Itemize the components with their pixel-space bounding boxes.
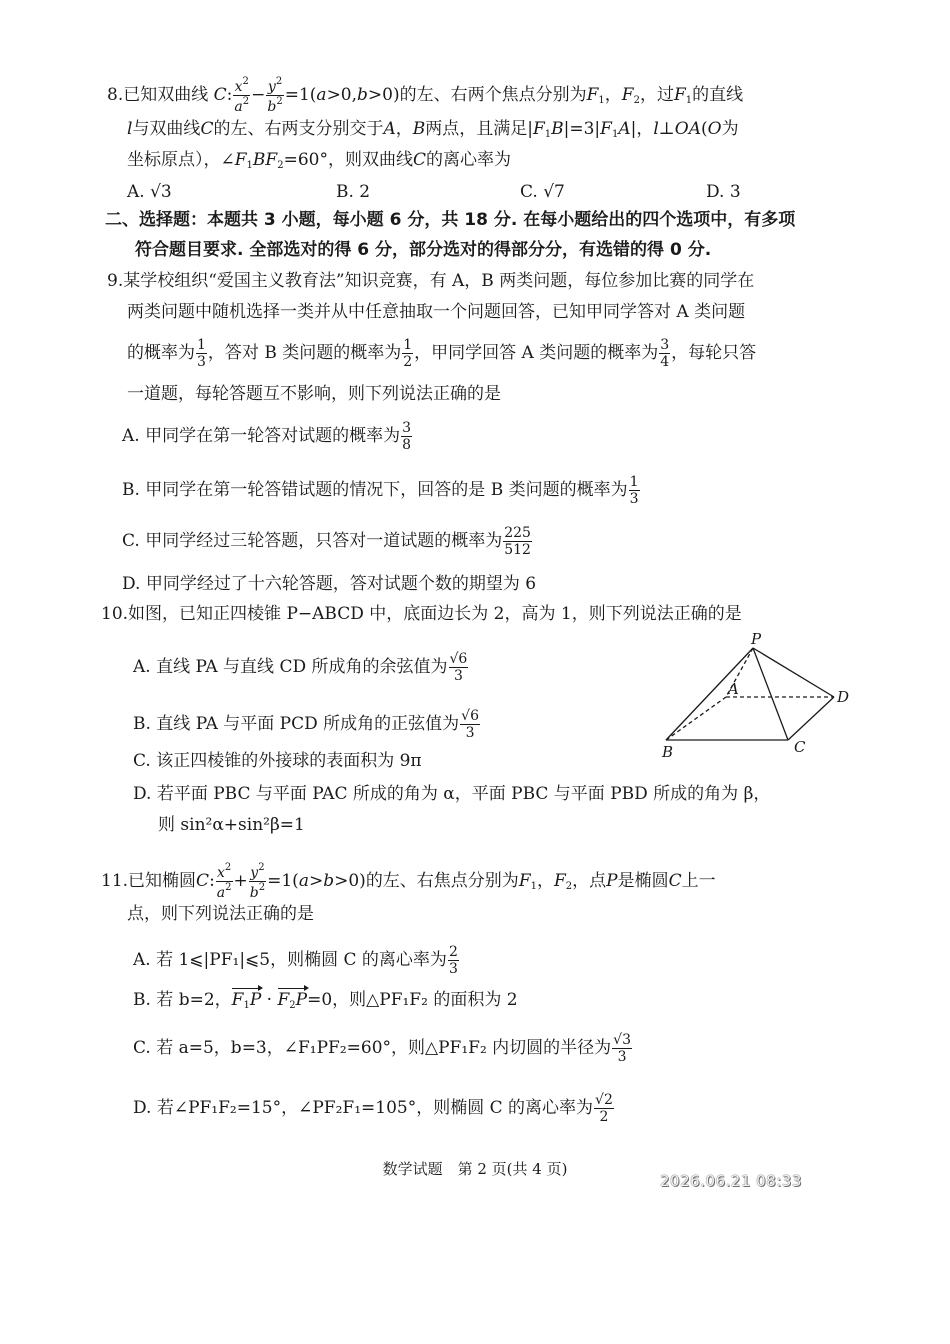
q10-stem: 10.如图，已知正四棱锥 P−ABCD 中，底面边长为 2，高为 1，则下列说法正确的是	[101, 604, 742, 624]
q8-option-d: D. 3	[706, 182, 741, 202]
q10-option-c: C. 该正四棱锥的外接球的表面积为 9π	[133, 751, 422, 771]
fraction-sqrt3-3: $\frac{√3}{3}$	[613, 1032, 631, 1066]
vertex-label-a: A	[728, 680, 739, 698]
q10-option-a: A. 直线 PA 与直线 CD 所成角的余弦值为 $\frac{√6}{3}$	[133, 651, 468, 685]
q8-option-c: C. √7	[520, 182, 565, 202]
q10-option-d: D. 若平面 PBC 与平面 PAC 所成的角为 α，平面 PBC 与平面 PBD 所成的角为 β，	[133, 784, 771, 804]
vertex-label-p: P	[751, 630, 762, 648]
q9-line-1: 9.某学校组织“爱国主义教育法”知识竞赛，有 A，B 两类问题，每位参加比赛的同学在	[107, 271, 755, 291]
q11-option-a: A. 若 1⩽|PF₁|⩽5，则椭圆 C 的离心率为 $\frac{2}{3}$	[133, 944, 458, 978]
q11-number: 11.	[101, 871, 129, 892]
section-2-title: 二、选择题：本题共 3 小题，每小题 6 分，共 18 分. 在每小题给出的四个选项中，有多项	[105, 210, 796, 230]
fraction-sqrt6-3: $\frac{√6}{3}$	[449, 651, 468, 685]
q9-option-a: A. 甲同学在第一轮答对试题的概率为 $\frac{3}{8}$	[122, 420, 412, 454]
q10-number: 10.	[101, 604, 129, 624]
fraction-sqrt6-3-b: $\frac{√6}{3}$	[461, 708, 479, 742]
fraction-3-8: $\frac{3}{8}$	[402, 420, 412, 454]
q8-option-a: A. √3	[127, 182, 172, 202]
q9-option-d: D. 甲同学经过了十六轮答题，答对试题个数的期望为 6	[122, 574, 537, 594]
fraction-3-4: $\frac{3}{4}$	[660, 337, 670, 371]
q8-option-b: B. 2	[336, 182, 371, 202]
q9-line-3: 的概率为 $\frac{1}{3}$ ，答对 B 类问题的概率为 $\frac{1}{2}$ ，甲同学回答 A 类问题的概率为 $\frac{3}{4}$ ，每轮只答	[127, 337, 757, 371]
vector-f2p: $F_2P$	[277, 990, 308, 1011]
q11-option-d: D. 若∠PF₁F₂=15°，∠PF₂F₁=105°，则椭圆 C 的离心率为 $\frac{√2}{2}$	[133, 1092, 613, 1126]
q9-option-b: B. 甲同学在第一轮答错试题的情况下，回答的是 B 类问题的概率为 $\frac{1}{3}$	[122, 474, 639, 508]
hyperbola-x-term: $\frac{x^2}{a^2}$	[234, 76, 250, 116]
vector-f1p: $F_1P$	[231, 990, 262, 1011]
q9-line-4: 一道题，每轮答题互不影响，则下列说法正确的是	[127, 384, 501, 404]
q8-line-3: 坐标原点），$\angle F_1BF_2=60^\circ$，则双曲线C的离心率为	[127, 150, 511, 171]
fraction-1-3: $\frac{1}{3}$	[197, 337, 206, 371]
fraction-2-3: $\frac{2}{3}$	[448, 944, 458, 978]
q9-line-2: 两类问题中随机选择一类并从中任意抽取一个问题回答，已知甲同学答对 A 类问题	[127, 302, 746, 322]
vertex-label-d: D	[837, 688, 850, 706]
q9-option-c: C. 甲同学经过三轮答题，只答对一道试题的概率为 $\frac{225}{512}$	[122, 525, 531, 559]
q10-option-b: B. 直线 PA 与平面 PCD 所成角的正弦值为 $\frac{√6}{3}$	[133, 708, 479, 742]
q9-number: 9.	[107, 271, 124, 291]
q11-option-c: C. 若 a=5，b=3，∠F₁PF₂=60°，则△PF₁F₂ 内切圆的半径为 $\frac{√3}{3}$	[133, 1032, 631, 1066]
fraction-1-3-b: $\frac{1}{3}$	[629, 474, 639, 508]
vertex-label-b: B	[662, 743, 674, 760]
q11-option-b: B. 若 b=2，$F_1P \cdot F_2P=0$，则△PF₁F₂ 的面积为 2	[133, 990, 518, 1011]
q10-option-d-cont: 则 sin²α+sin²β=1	[158, 815, 305, 835]
fraction-225-512: $\frac{225}{512}$	[504, 525, 531, 559]
q8-line-2: l与双曲线C的左、右两支分别交于A，B两点，且满足$|F_1B|=3|F_1A|$，l⊥OA(O为	[127, 119, 739, 140]
pyramid-figure	[648, 630, 858, 760]
q8-line-1: 8.已知双曲线 C: $\frac{x^2}{a^2}$ − $\frac{y^2}{b^2}$ =1(a>0,b>0)的左、右两个焦点分别为$F_1$，$F_2$，过$F_1$的直线	[107, 76, 744, 116]
page-footer: 数学试题 第 2 页(共 4 页)	[382, 1160, 568, 1178]
q11-line-1: 11.已知椭圆C: $\frac{x^2}{a^2}$ + $\frac{y^2}{b^2}$ =1(a>b>0)的左、右焦点分别为$F_1$，$F_2$，点P是椭圆C上一	[101, 862, 716, 902]
section-2-title-cont: 符合题目要求. 全部选对的得 6 分，部分选对的得部分分，有选错的得 0 分.	[135, 240, 712, 260]
q8-number: 8.	[107, 85, 124, 106]
fraction-1-2: $\frac{1}{2}$	[403, 337, 413, 371]
fraction-sqrt2-2: $\frac{√2}{2}$	[595, 1092, 613, 1126]
timestamp-watermark: 2026.06.21 08:33	[660, 1172, 802, 1190]
vertex-label-c: C	[794, 738, 806, 756]
q11-line-2: 点，则下列说法正确的是	[127, 904, 314, 924]
